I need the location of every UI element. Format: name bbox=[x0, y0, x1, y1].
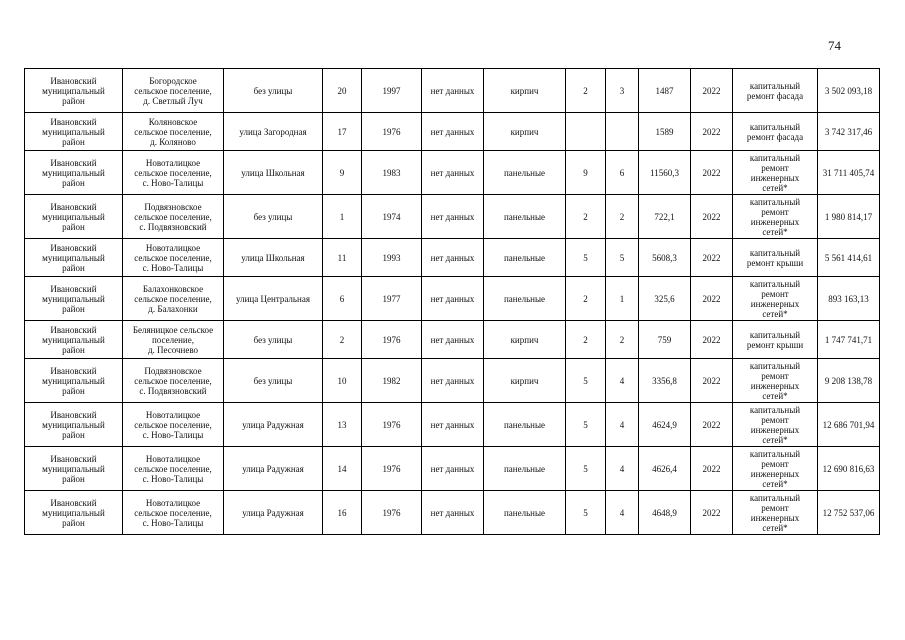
cell-house-number bbox=[323, 69, 362, 113]
year-built-text: 1976 bbox=[382, 463, 401, 474]
cell-street bbox=[224, 151, 323, 195]
entrances-text: 1 bbox=[619, 293, 625, 304]
cell-year-built bbox=[362, 69, 422, 113]
cell-house-number bbox=[323, 195, 362, 239]
cell-total-area bbox=[639, 447, 691, 491]
cell-wall-material bbox=[484, 239, 566, 277]
repair-type-text: капитальный ремонт инженерных сетей* bbox=[749, 448, 801, 489]
cell-municipal-district bbox=[25, 403, 123, 447]
repair-cost-text: 9 208 138,78 bbox=[824, 375, 873, 386]
entrances-text: 4 bbox=[619, 463, 625, 474]
house-number-text: 9 bbox=[339, 167, 345, 178]
cell-settlement bbox=[123, 69, 224, 113]
year-overhaul-text: нет данных bbox=[430, 126, 475, 137]
cell-repair-type bbox=[733, 69, 818, 113]
repair-type-text: капитальный ремонт фасада bbox=[746, 121, 804, 142]
settlement-text: Новоталицкое сельское поселение, с. Ново-Талицы bbox=[134, 409, 212, 440]
cell-house-number bbox=[323, 359, 362, 403]
cell-repair-cost bbox=[818, 321, 880, 359]
cell-repair-type bbox=[733, 277, 818, 321]
cell-floors bbox=[566, 277, 606, 321]
cell-year-overhaul bbox=[422, 69, 484, 113]
year-overhaul-text: нет данных bbox=[430, 211, 475, 222]
floors-text: 5 bbox=[583, 463, 588, 474]
cell-repair-cost bbox=[818, 69, 880, 113]
table-row bbox=[25, 113, 880, 151]
cell-total-area bbox=[639, 359, 691, 403]
municipal-district-text: Ивановский муниципальный район bbox=[42, 201, 105, 232]
table-row bbox=[25, 359, 880, 403]
cell-house-number bbox=[323, 491, 362, 535]
total-area-text: 4624,9 bbox=[652, 419, 677, 430]
cell-floors bbox=[566, 359, 606, 403]
floors-text: 9 bbox=[583, 167, 588, 178]
wall-material-text: кирпич bbox=[510, 126, 539, 137]
table-row bbox=[25, 491, 880, 535]
total-area-text: 722,1 bbox=[654, 211, 675, 222]
repair-type-text: капитальный ремонт инженерных сетей* bbox=[749, 360, 801, 401]
cell-year-built bbox=[362, 491, 422, 535]
cell-wall-material bbox=[484, 403, 566, 447]
cell-year-built bbox=[362, 447, 422, 491]
cell-settlement bbox=[123, 491, 224, 535]
entrances-text: 6 bbox=[619, 167, 625, 178]
total-area-text: 5608,3 bbox=[652, 252, 677, 263]
year-built-text: 1976 bbox=[382, 126, 401, 137]
cell-repair-type bbox=[733, 151, 818, 195]
plan-year-text: 2022 bbox=[702, 167, 721, 178]
floors-text: 5 bbox=[583, 419, 588, 430]
cell-plan-year bbox=[691, 321, 733, 359]
cell-municipal-district bbox=[25, 151, 123, 195]
repair-type-text: капитальный ремонт крыши bbox=[746, 329, 804, 350]
house-number-text: 11 bbox=[337, 252, 347, 263]
floors-text: 5 bbox=[583, 375, 588, 386]
cell-year-overhaul bbox=[422, 277, 484, 321]
cell-municipal-district bbox=[25, 239, 123, 277]
cell-year-built bbox=[362, 321, 422, 359]
cell-house-number bbox=[323, 321, 362, 359]
cell-entrances bbox=[606, 491, 639, 535]
cell-floors bbox=[566, 69, 606, 113]
repair-type-text: капитальный ремонт инженерных сетей* bbox=[749, 404, 801, 445]
cell-plan-year bbox=[691, 151, 733, 195]
cell-year-overhaul bbox=[422, 447, 484, 491]
cell-street bbox=[224, 321, 323, 359]
year-overhaul-text: нет данных bbox=[430, 293, 475, 304]
cell-entrances bbox=[606, 359, 639, 403]
table-body bbox=[25, 69, 880, 535]
plan-year-text: 2022 bbox=[702, 252, 721, 263]
cell-plan-year bbox=[691, 403, 733, 447]
cell-repair-type bbox=[733, 195, 818, 239]
cell-year-built bbox=[362, 151, 422, 195]
entrances-text: 4 bbox=[619, 375, 625, 386]
cell-total-area bbox=[639, 113, 691, 151]
wall-material-text: кирпич bbox=[510, 334, 539, 345]
cell-municipal-district bbox=[25, 195, 123, 239]
cell-wall-material bbox=[484, 113, 566, 151]
year-overhaul-text: нет данных bbox=[430, 419, 475, 430]
year-built-text: 1976 bbox=[382, 419, 401, 430]
year-built-text: 1974 bbox=[382, 211, 401, 222]
cell-street bbox=[224, 403, 323, 447]
cell-municipal-district bbox=[25, 321, 123, 359]
repair-type-text: капитальный ремонт крыши bbox=[746, 247, 804, 268]
cell-street bbox=[224, 447, 323, 491]
year-overhaul-text: нет данных bbox=[430, 167, 475, 178]
cell-year-built bbox=[362, 403, 422, 447]
year-built-text: 1982 bbox=[382, 375, 401, 386]
house-number-text: 14 bbox=[337, 463, 347, 474]
street-text: улица Школьная bbox=[241, 252, 305, 263]
cell-municipal-district bbox=[25, 447, 123, 491]
municipal-district-text: Ивановский муниципальный район bbox=[42, 116, 105, 147]
total-area-text: 3356,8 bbox=[652, 375, 677, 386]
cell-year-overhaul bbox=[422, 151, 484, 195]
cell-repair-cost bbox=[818, 151, 880, 195]
municipal-district-text: Ивановский муниципальный район bbox=[42, 157, 105, 188]
plan-year-text: 2022 bbox=[702, 334, 721, 345]
repair-cost-text: 893 163,13 bbox=[828, 293, 869, 304]
total-area-text: 325,6 bbox=[654, 293, 675, 304]
plan-year-text: 2022 bbox=[702, 419, 721, 430]
cell-year-overhaul bbox=[422, 195, 484, 239]
municipal-district-text: Ивановский муниципальный район bbox=[42, 497, 105, 528]
cell-municipal-district bbox=[25, 113, 123, 151]
cell-year-overhaul bbox=[422, 491, 484, 535]
house-number-text: 2 bbox=[339, 334, 345, 345]
plan-year-text: 2022 bbox=[702, 463, 721, 474]
street-text: улица Центральная bbox=[236, 293, 310, 304]
cell-settlement bbox=[123, 239, 224, 277]
total-area-text: 1589 bbox=[655, 126, 674, 137]
municipal-district-text: Ивановский муниципальный район bbox=[42, 453, 105, 484]
year-built-text: 1983 bbox=[382, 167, 401, 178]
settlement-text: Беляницкое сельское поселение, д. Песочнево bbox=[132, 324, 214, 355]
year-overhaul-text: нет данных bbox=[430, 252, 475, 263]
cell-year-built bbox=[362, 195, 422, 239]
house-number-text: 10 bbox=[337, 375, 347, 386]
plan-year-text: 2022 bbox=[702, 507, 721, 518]
year-built-text: 1976 bbox=[382, 507, 401, 518]
repair-cost-text: 5 561 414,61 bbox=[824, 252, 873, 263]
cell-wall-material bbox=[484, 491, 566, 535]
total-area-text: 4626,4 bbox=[652, 463, 677, 474]
settlement-text: Новоталицкое сельское поселение, с. Ново-Талицы bbox=[134, 242, 212, 273]
repair-cost-text: 12 686 701,94 bbox=[822, 419, 875, 430]
cell-floors bbox=[566, 403, 606, 447]
cell-municipal-district bbox=[25, 277, 123, 321]
cell-total-area bbox=[639, 151, 691, 195]
cell-repair-cost bbox=[818, 113, 880, 151]
cell-entrances bbox=[606, 447, 639, 491]
cell-wall-material bbox=[484, 195, 566, 239]
cell-municipal-district bbox=[25, 491, 123, 535]
cell-settlement bbox=[123, 113, 224, 151]
total-area-text: 4648,9 bbox=[652, 507, 677, 518]
cell-plan-year bbox=[691, 239, 733, 277]
municipal-district-text: Ивановский муниципальный район bbox=[42, 75, 105, 106]
cell-plan-year bbox=[691, 69, 733, 113]
total-area-text: 11560,3 bbox=[650, 167, 679, 178]
settlement-text: Богородское сельское поселение, д. Светлый Луч bbox=[134, 75, 212, 106]
municipal-district-text: Ивановский муниципальный район bbox=[42, 242, 105, 273]
cell-street bbox=[224, 69, 323, 113]
cell-floors bbox=[566, 447, 606, 491]
cell-street bbox=[224, 277, 323, 321]
cell-house-number bbox=[323, 277, 362, 321]
wall-material-text: панельные bbox=[503, 507, 546, 518]
cell-wall-material bbox=[484, 447, 566, 491]
cell-repair-type bbox=[733, 239, 818, 277]
repair-cost-text: 1 747 741,71 bbox=[824, 334, 873, 345]
municipal-district-text: Ивановский муниципальный район bbox=[42, 409, 105, 440]
cell-year-built bbox=[362, 239, 422, 277]
house-number-text: 16 bbox=[337, 507, 347, 518]
table-row bbox=[25, 69, 880, 113]
cell-repair-type bbox=[733, 321, 818, 359]
street-text: без улицы bbox=[253, 334, 293, 345]
cell-settlement bbox=[123, 151, 224, 195]
house-number-text: 20 bbox=[337, 85, 347, 96]
repair-cost-text: 3 742 317,46 bbox=[824, 126, 873, 137]
cell-house-number bbox=[323, 113, 362, 151]
cell-repair-cost bbox=[818, 491, 880, 535]
wall-material-text: кирпич bbox=[510, 85, 539, 96]
cell-house-number bbox=[323, 239, 362, 277]
table-row bbox=[25, 321, 880, 359]
cell-street bbox=[224, 113, 323, 151]
cell-entrances bbox=[606, 277, 639, 321]
cell-floors bbox=[566, 321, 606, 359]
cell-municipal-district bbox=[25, 359, 123, 403]
cell-total-area bbox=[639, 195, 691, 239]
year-overhaul-text: нет данных bbox=[430, 507, 475, 518]
housing-repair-table bbox=[24, 68, 880, 535]
street-text: без улицы bbox=[253, 211, 293, 222]
cell-repair-cost bbox=[818, 359, 880, 403]
street-text: улица Загородная bbox=[239, 126, 307, 137]
street-text: улица Радужная bbox=[242, 507, 304, 518]
year-built-text: 1997 bbox=[382, 85, 401, 96]
plan-year-text: 2022 bbox=[702, 211, 721, 222]
cell-floors bbox=[566, 113, 606, 151]
cell-street bbox=[224, 239, 323, 277]
cell-year-overhaul bbox=[422, 321, 484, 359]
cell-total-area bbox=[639, 491, 691, 535]
municipal-district-text: Ивановский муниципальный район bbox=[42, 324, 105, 355]
cell-plan-year bbox=[691, 447, 733, 491]
street-text: без улицы bbox=[253, 375, 293, 386]
cell-entrances bbox=[606, 151, 639, 195]
entrances-text: 5 bbox=[619, 252, 625, 263]
wall-material-text: панельные bbox=[503, 293, 546, 304]
cell-house-number bbox=[323, 403, 362, 447]
plan-year-text: 2022 bbox=[702, 126, 721, 137]
cell-repair-type bbox=[733, 113, 818, 151]
municipal-district-text: Ивановский муниципальный район bbox=[42, 283, 105, 314]
street-text: улица Радужная bbox=[242, 419, 304, 430]
repair-type-text: капитальный ремонт инженерных сетей* bbox=[749, 196, 801, 237]
cell-settlement bbox=[123, 447, 224, 491]
house-number-text: 1 bbox=[339, 211, 345, 222]
repair-cost-text: 12 752 537,06 bbox=[822, 507, 875, 518]
wall-material-text: панельные bbox=[503, 419, 546, 430]
cell-total-area bbox=[639, 403, 691, 447]
cell-entrances bbox=[606, 403, 639, 447]
cell-plan-year bbox=[691, 359, 733, 403]
cell-total-area bbox=[639, 277, 691, 321]
cell-wall-material bbox=[484, 151, 566, 195]
cell-floors bbox=[566, 491, 606, 535]
cell-municipal-district bbox=[25, 69, 123, 113]
floors-text: 2 bbox=[583, 334, 588, 345]
cell-wall-material bbox=[484, 321, 566, 359]
house-number-text: 6 bbox=[339, 293, 345, 304]
floors-text: 2 bbox=[583, 85, 588, 96]
entrances-text: 2 bbox=[619, 211, 625, 222]
cell-entrances bbox=[606, 113, 639, 151]
settlement-text: Подвязновское сельское поселение, с. Подвязновский bbox=[134, 201, 212, 232]
cell-street bbox=[224, 195, 323, 239]
table-row bbox=[25, 403, 880, 447]
plan-year-text: 2022 bbox=[702, 375, 721, 386]
cell-repair-cost bbox=[818, 239, 880, 277]
settlement-text: Новоталицкое сельское поселение, с. Ново-Талицы bbox=[134, 453, 212, 484]
cell-entrances bbox=[606, 195, 639, 239]
repair-type-text: капитальный ремонт инженерных сетей* bbox=[749, 278, 801, 319]
year-overhaul-text: нет данных bbox=[430, 334, 475, 345]
cell-entrances bbox=[606, 321, 639, 359]
repair-cost-text: 1 980 814,17 bbox=[824, 211, 873, 222]
cell-repair-cost bbox=[818, 447, 880, 491]
cell-wall-material bbox=[484, 277, 566, 321]
cell-settlement bbox=[123, 403, 224, 447]
year-overhaul-text: нет данных bbox=[430, 85, 475, 96]
year-built-text: 1993 bbox=[382, 252, 401, 263]
table-row bbox=[25, 151, 880, 195]
cell-year-overhaul bbox=[422, 403, 484, 447]
plan-year-text: 2022 bbox=[702, 293, 721, 304]
wall-material-text: панельные bbox=[503, 252, 546, 263]
settlement-text: Новоталицкое сельское поселение, с. Ново-Талицы bbox=[134, 157, 212, 188]
entrances-text: 3 bbox=[619, 85, 625, 96]
cell-year-built bbox=[362, 113, 422, 151]
floors-text: 5 bbox=[583, 507, 588, 518]
cell-year-overhaul bbox=[422, 359, 484, 403]
cell-year-overhaul bbox=[422, 239, 484, 277]
repair-cost-text: 12 690 816,63 bbox=[822, 463, 875, 474]
cell-settlement bbox=[123, 321, 224, 359]
table-row bbox=[25, 195, 880, 239]
settlement-text: Подвязновское сельское поселение, с. Подвязновский bbox=[134, 365, 212, 396]
cell-year-built bbox=[362, 277, 422, 321]
year-built-text: 1976 bbox=[382, 334, 401, 345]
plan-year-text: 2022 bbox=[702, 85, 721, 96]
cell-plan-year bbox=[691, 113, 733, 151]
cell-total-area bbox=[639, 321, 691, 359]
page-number: 74 bbox=[828, 38, 841, 53]
cell-street bbox=[224, 359, 323, 403]
cell-repair-cost bbox=[818, 277, 880, 321]
settlement-text: Балахонковское сельское поселение, д. Балахонки bbox=[134, 283, 212, 314]
cell-total-area bbox=[639, 239, 691, 277]
cell-repair-type bbox=[733, 359, 818, 403]
cell-settlement bbox=[123, 195, 224, 239]
cell-plan-year bbox=[691, 491, 733, 535]
cell-house-number bbox=[323, 447, 362, 491]
wall-material-text: кирпич bbox=[510, 375, 539, 386]
total-area-text: 759 bbox=[657, 334, 672, 345]
cell-repair-cost bbox=[818, 403, 880, 447]
repair-type-text: капитальный ремонт фасада bbox=[746, 80, 804, 101]
cell-repair-type bbox=[733, 447, 818, 491]
house-number-text: 13 bbox=[337, 419, 347, 430]
cell-wall-material bbox=[484, 359, 566, 403]
floors-text: 5 bbox=[583, 252, 588, 263]
table-row bbox=[25, 447, 880, 491]
entrances-text: 2 bbox=[619, 334, 625, 345]
settlement-text: Коляновское сельское поселение, д. Коляново bbox=[134, 116, 212, 147]
table-row bbox=[25, 239, 880, 277]
cell-total-area bbox=[639, 69, 691, 113]
cell-plan-year bbox=[691, 195, 733, 239]
cell-settlement bbox=[123, 359, 224, 403]
street-text: улица Школьная bbox=[241, 167, 305, 178]
floors-text: 2 bbox=[583, 293, 588, 304]
entrances-text: 4 bbox=[619, 507, 625, 518]
cell-plan-year bbox=[691, 277, 733, 321]
floors-text: 2 bbox=[583, 211, 588, 222]
house-number-text: 17 bbox=[337, 126, 347, 137]
cell-floors bbox=[566, 195, 606, 239]
cell-year-overhaul bbox=[422, 113, 484, 151]
cell-settlement bbox=[123, 277, 224, 321]
repair-type-text: капитальный ремонт инженерных сетей* bbox=[749, 492, 801, 533]
cell-floors bbox=[566, 239, 606, 277]
cell-repair-type bbox=[733, 491, 818, 535]
year-overhaul-text: нет данных bbox=[430, 375, 475, 386]
wall-material-text: панельные bbox=[503, 211, 546, 222]
year-built-text: 1977 bbox=[382, 293, 401, 304]
total-area-text: 1487 bbox=[655, 85, 674, 96]
cell-repair-type bbox=[733, 403, 818, 447]
street-text: без улицы bbox=[253, 85, 293, 96]
entrances-text: 4 bbox=[619, 419, 625, 430]
cell-entrances bbox=[606, 69, 639, 113]
wall-material-text: панельные bbox=[503, 167, 546, 178]
wall-material-text: панельные bbox=[503, 463, 546, 474]
street-text: улица Радужная bbox=[242, 463, 304, 474]
cell-year-built bbox=[362, 359, 422, 403]
repair-cost-text: 31 711 405,74 bbox=[822, 167, 875, 178]
settlement-text: Новоталицкое сельское поселение, с. Ново-Талицы bbox=[134, 497, 212, 528]
table-row bbox=[25, 277, 880, 321]
cell-floors bbox=[566, 151, 606, 195]
cell-wall-material bbox=[484, 69, 566, 113]
cell-street bbox=[224, 491, 323, 535]
repair-type-text: капитальный ремонт инженерных сетей* bbox=[749, 152, 801, 193]
cell-repair-cost bbox=[818, 195, 880, 239]
year-overhaul-text: нет данных bbox=[430, 463, 475, 474]
municipal-district-text: Ивановский муниципальный район bbox=[42, 365, 105, 396]
cell-house-number bbox=[323, 151, 362, 195]
repair-cost-text: 3 502 093,18 bbox=[824, 85, 873, 96]
cell-entrances bbox=[606, 239, 639, 277]
